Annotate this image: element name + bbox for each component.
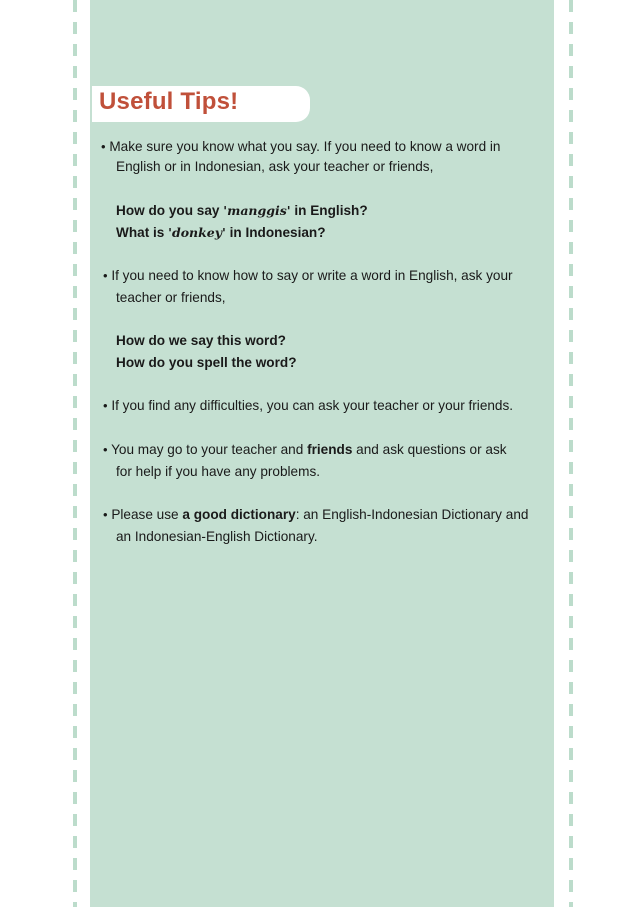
page-title: Useful Tips! xyxy=(99,88,239,115)
tip-2-line-2: teacher or friends, xyxy=(116,290,226,305)
tip-1-line-1 xyxy=(101,139,501,155)
question-2: What is 'donkey' in Indonesian? xyxy=(116,225,326,240)
left-dashed-border xyxy=(73,0,77,907)
right-dashed-border xyxy=(569,0,573,907)
bullet: • xyxy=(103,507,108,522)
tip-2-line-1 xyxy=(103,268,513,284)
bold-friends: friends xyxy=(307,442,353,457)
tip-4-line-2: for help if you have any problems. xyxy=(116,464,321,479)
word-donkey: 'donkey' xyxy=(168,225,226,240)
bullet: • xyxy=(101,139,106,154)
bullet: • xyxy=(103,442,108,457)
bullet: • xyxy=(103,398,108,413)
tip-4-line-1: • You may go to your teacher and friends and ask questions or ask xyxy=(103,442,507,457)
word-manggis: 'manggis' xyxy=(223,203,291,218)
bullet: • xyxy=(103,268,108,283)
question-4: How do you spell the word? xyxy=(116,355,297,370)
tip-2-text: If you need to know how to say or write a word in English, ask your xyxy=(111,268,513,283)
tip-1-line-2: English or in Indonesian, ask your teacher or friends, xyxy=(116,159,434,174)
tip-5-line-1: • Please use a good dictionary: an English-Indonesian Dictionary and xyxy=(103,507,529,522)
bold-good-dictionary: a good dictionary xyxy=(182,507,296,522)
question-1: How do you say 'manggis' in English? xyxy=(116,203,368,218)
tip-1-text: Make sure you know what you say. If you need to know a word in xyxy=(109,139,501,154)
tip-3-line-1 xyxy=(103,398,513,414)
tip-5-line-2: an Indonesian-English Dictionary. xyxy=(116,529,318,544)
tip-3-text: If you find any difficulties, you can ask your teacher or your friends. xyxy=(111,398,514,413)
question-3: How do we say this word? xyxy=(116,333,286,348)
